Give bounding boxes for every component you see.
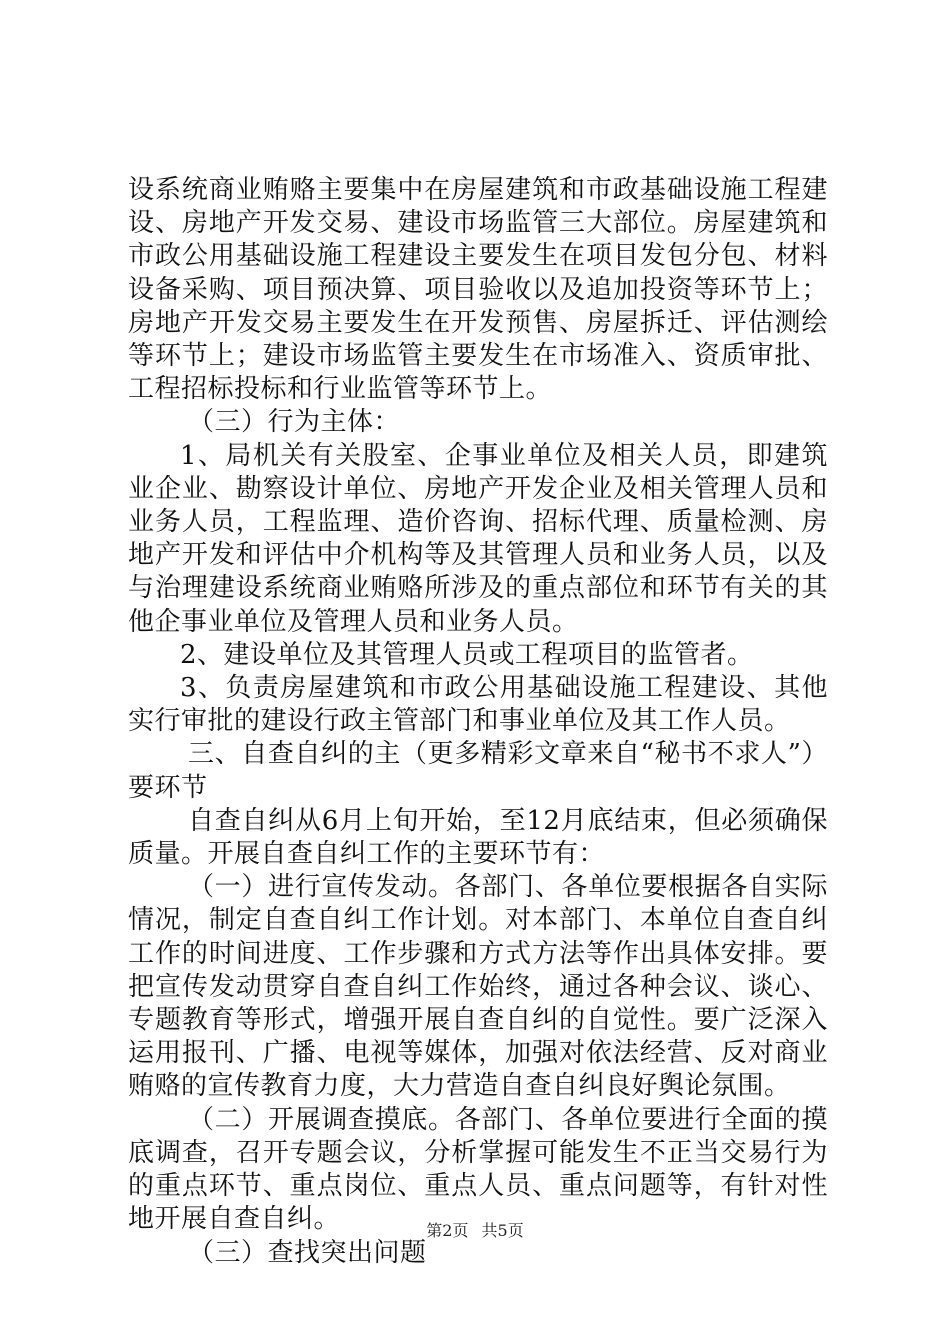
paragraph-actor-3: 3、负责房屋建筑和市政公用基础设施工程建设、其他实行审批的建设行政主管部门和事业单位及其工作人员。 xyxy=(128,673,828,737)
paragraph-schedule: 自查自纠从6月上旬开始，至12月底结束，但必须确保质量。开展自查自纠工作的主要环节有： xyxy=(128,805,828,870)
paragraph-step-1: （一）进行宣传发动。各部门、各单位要根据各自实际情况，制定自查自纠工作计划。对本部门、本单位自查自纠工作的时间进度、工作步骤和方式方法等作出具体安排。要把宣传发动贯穿自查自纠工作始终，通过各种会议、谈心、专题教育等形式，增强开展自查自纠的自觉性。要广泛深入运用报刊、广播、电视等媒体，加强对依法经营、反对商业贿赂的宣传教育力度，大力营造自查自纠良好舆论氛围。 xyxy=(128,872,828,1102)
heading-main-steps: 三、自查自纠的主（更多精彩文章来自“秘书不求人”）要环节 xyxy=(128,739,828,803)
document-body xyxy=(128,174,828,1270)
paragraph-actor-2: 2、建设单位及其管理人员或工程项目的监管者。 xyxy=(180,639,754,670)
paragraph-main-areas: 设系统商业贿赂主要集中在房屋建筑和市政基础设施工程建设、房地产开发交易、建设市场监管三大部位。房屋建筑和市政公用基础设施工程建设主要发生在项目发包分包、材料设备采购、项目预决算、项目验收以及追加投资等环节上；房地产开发交易主要发生在开发预售、房屋拆迁、评估测绘等环节上；建设市场监管主要发生在市场准入、资质审批、工程招标投标和行业监管等环节上。 xyxy=(128,175,828,405)
page-number: 第2页 xyxy=(426,1221,469,1240)
paragraph-step-2: （二）开展调查摸底。各部门、各单位要进行全面的摸底调查，召开专题会议，分析掌握可能发生不正当交易行为的重点环节、重点岗位、重点人员、重点问题等，有针对性地开展自查自纠。 xyxy=(128,1104,828,1235)
page-footer xyxy=(0,1218,950,1241)
paragraph-actor-1: 1、局机关有关股室、企事业单位及相关人员，即建筑业企业、勘察设计单位、房地产开发企业及相关管理人员和业务人员，工程监理、造价咨询、招标代理、质量检测、房地产开发和评估中介机构等及其管理人员和业务人员，以及与治理建设系统商业贿赂所涉及的重点部位和环节有关的其他企事业单位及管理人员和业务人员。 xyxy=(128,440,828,637)
heading-actors: （三）行为主体： xyxy=(188,407,401,438)
heading-step-3: （三）查找突出问题 xyxy=(188,1237,427,1268)
page-total: 共5页 xyxy=(481,1221,524,1240)
